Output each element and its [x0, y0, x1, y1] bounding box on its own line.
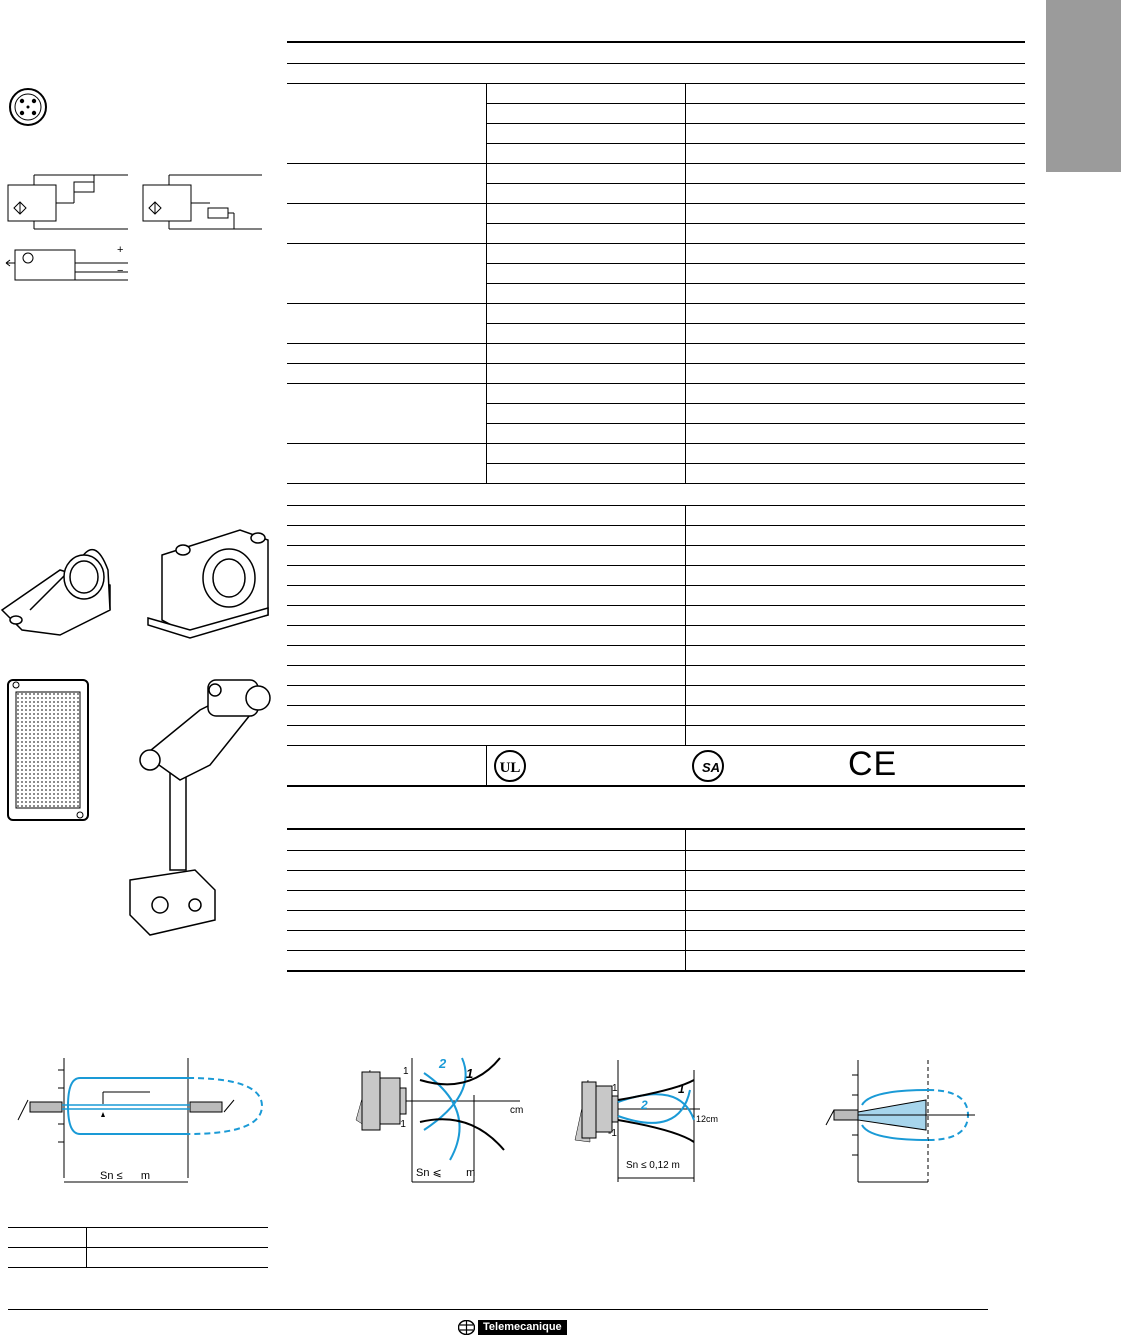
- svg-text:UL: UL: [499, 760, 521, 776]
- brand-logo: [458, 1320, 567, 1335]
- reflex-curve: [826, 1060, 975, 1182]
- curve-label-2: 2: [439, 1056, 447, 1071]
- axis-label-minus-1-b: -1: [608, 1128, 617, 1139]
- axis-label-minus-1: -1: [397, 1119, 406, 1130]
- axis-label-1: 1: [403, 1066, 409, 1077]
- plus-terminal: +: [117, 244, 124, 256]
- sn-label-1: Sn ≤ m: [100, 1170, 151, 1182]
- thru-beam-curve: [18, 1058, 262, 1182]
- curve-label-2-b: 2: [641, 1098, 648, 1112]
- axis-label-1-b: 1: [612, 1083, 618, 1094]
- svg-text:SA: SA: [701, 760, 721, 775]
- sn-label-3: Sn ≤ 0,12 m: [626, 1160, 680, 1171]
- footer-rule: [8, 1309, 988, 1310]
- ce-mark-icon: CE: [848, 745, 898, 783]
- telemecanique-logo-icon: [458, 1320, 475, 1335]
- reflector-image: [8, 680, 88, 820]
- curve-label-1: 1: [466, 1066, 474, 1081]
- unit-label-cm: cm: [510, 1105, 524, 1116]
- emitter-wiring-diagram: [6, 250, 128, 280]
- accessory-illustrations: [0, 520, 275, 940]
- brand-name: Telemecanique: [478, 1320, 567, 1335]
- minus-terminal: −: [117, 265, 124, 277]
- connector-pinout-icon: [10, 89, 46, 125]
- npn-wiring-diagram: [143, 175, 262, 229]
- fixing-stand-image: [130, 680, 270, 935]
- ul-certification-icon: [492, 747, 537, 784]
- distance-label-12cm: 12cm: [696, 1114, 719, 1124]
- mounting-bracket-image: [2, 550, 110, 635]
- sn-label-2: Sn ⩽ m: [416, 1167, 476, 1179]
- curve-label-1-b: 1: [678, 1082, 685, 1096]
- pnp-wiring-diagram: [8, 175, 128, 229]
- section-tab: [1046, 0, 1121, 172]
- wiring-diagrams: [0, 80, 270, 320]
- csa-certification-icon: [690, 747, 735, 784]
- clamp-bracket-image: [148, 530, 268, 638]
- detection-curves: [0, 1050, 1000, 1190]
- diffuse-curve: [356, 1058, 520, 1182]
